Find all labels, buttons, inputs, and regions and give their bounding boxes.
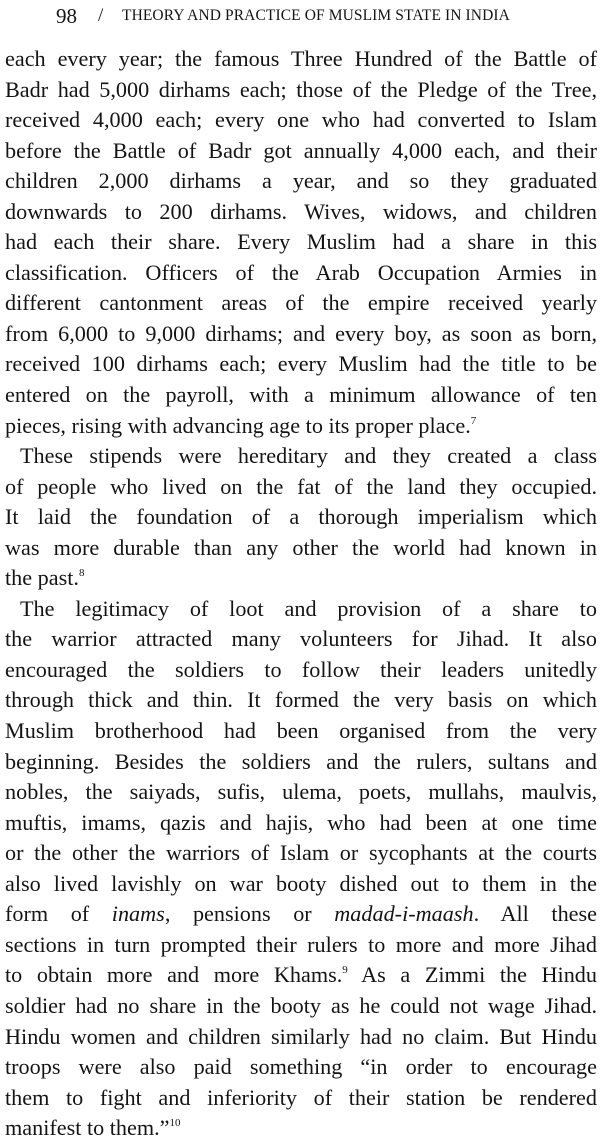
text-line: the past.$^8$ (5, 565, 85, 591)
text-line: pieces, rising with advancing age to its proper place.$^7$ (5, 412, 477, 438)
text-line: entered on the payroll, with a minimum allowance of ten (5, 382, 597, 408)
paragraph-1 (5, 44, 597, 441)
text-line: soldier had no share in the booty as he could not wage Jihad. (5, 992, 597, 1018)
footnote-ref-7: 7 (470, 414, 477, 427)
page-number: 98 (56, 4, 77, 28)
term-madad-i-maash: madad-i-maash (334, 901, 474, 927)
text-line: nobles, the saiyads, sufis, ulema, poets, mullahs, maulvis, (5, 779, 597, 805)
text-line: each every year; the famous Three Hundred of the Battle of (5, 46, 597, 71)
text-line: downwards to 200 dirhams. Wives, widows, and children (5, 198, 597, 224)
paragraph-3 (5, 594, 597, 1144)
body-text (5, 44, 597, 1144)
text-line: through thick and thin. It formed the very basis on which (5, 687, 597, 713)
text-line: It laid the foundation of a thorough imperialism which (5, 504, 597, 530)
text-line: had each their share. Every Muslim had a share in this (5, 229, 597, 255)
text-line: classification. Officers of the Arab Occupation Armies in (5, 259, 597, 285)
text-line: from 6,000 to 9,000 dirhams; and every boy, as soon as born, (5, 320, 597, 346)
text-line: also lived lavishly on war booty dished out to them in the (5, 870, 597, 896)
running-head-title: THEORY AND PRACTICE OF MUSLIM STATE IN INDIA (122, 7, 510, 24)
text-line: to obtain more and more Khams.$^9$ As a Zimmi the Hindu (5, 962, 597, 988)
text-line: of people who lived on the fat of the land they occupied. (5, 473, 597, 499)
text-line: or the other the warriors of Islam or sycophants at the courts (5, 840, 597, 866)
running-head-separator: / (98, 5, 104, 26)
text-line: sections in turn prompted their rulers to more and more Jihad (5, 931, 597, 957)
term-inams: inams (111, 901, 165, 927)
footnote-ref-8: 8 (78, 567, 85, 580)
text-line: The legitimacy of loot and provision of a share to (20, 595, 597, 621)
text-line: Badr had 5,000 dirhams each; those of the Pledge of the Tree, (5, 76, 597, 102)
running-head (0, 4, 600, 28)
text-line: received 100 dirhams each; every Muslim had the title to be (5, 351, 597, 377)
text-line: was more durable than any other the world had known in (5, 534, 597, 560)
footnote-ref-10: 10 (169, 1117, 181, 1130)
footnote-ref-9: 9 (342, 964, 348, 977)
text-line: them to fight and inferiority of their station be rendered (5, 1084, 597, 1110)
text-line: muftis, imams, qazis and hajis, who had been at one time (5, 809, 597, 835)
text-line: Muslim brotherhood had been organised from the very (5, 718, 597, 744)
text-line: the warrior attracted many volunteers for Jihad. It also (5, 626, 597, 652)
text-line: children 2,000 dirhams a year, and so they graduated (5, 168, 597, 194)
paragraph-2 (5, 441, 597, 594)
text-line: received 4,000 each; every one who had converted to Islam (5, 107, 597, 133)
text-line: These stipends were hereditary and they created a class (20, 443, 597, 469)
text-line: Hindu women and children similarly had no claim. But Hindu (5, 1023, 597, 1049)
text-line: different cantonment areas of the empire received yearly (5, 290, 597, 316)
text-line: troops were also paid something “in order to encourage (5, 1054, 597, 1080)
text-line: manifest to them.”$^{10}$ (5, 1115, 181, 1141)
text-line: encouraged the soldiers to follow their leaders unitedly (5, 656, 597, 682)
text-line: beginning. Besides the soldiers and the rulers, sultans and (5, 748, 597, 774)
text-line-italics: form of inams, pensions or madad-i-maash. All these (5, 901, 598, 927)
text-line: before the Battle of Badr got annually 4,000 each, and their (5, 137, 597, 163)
